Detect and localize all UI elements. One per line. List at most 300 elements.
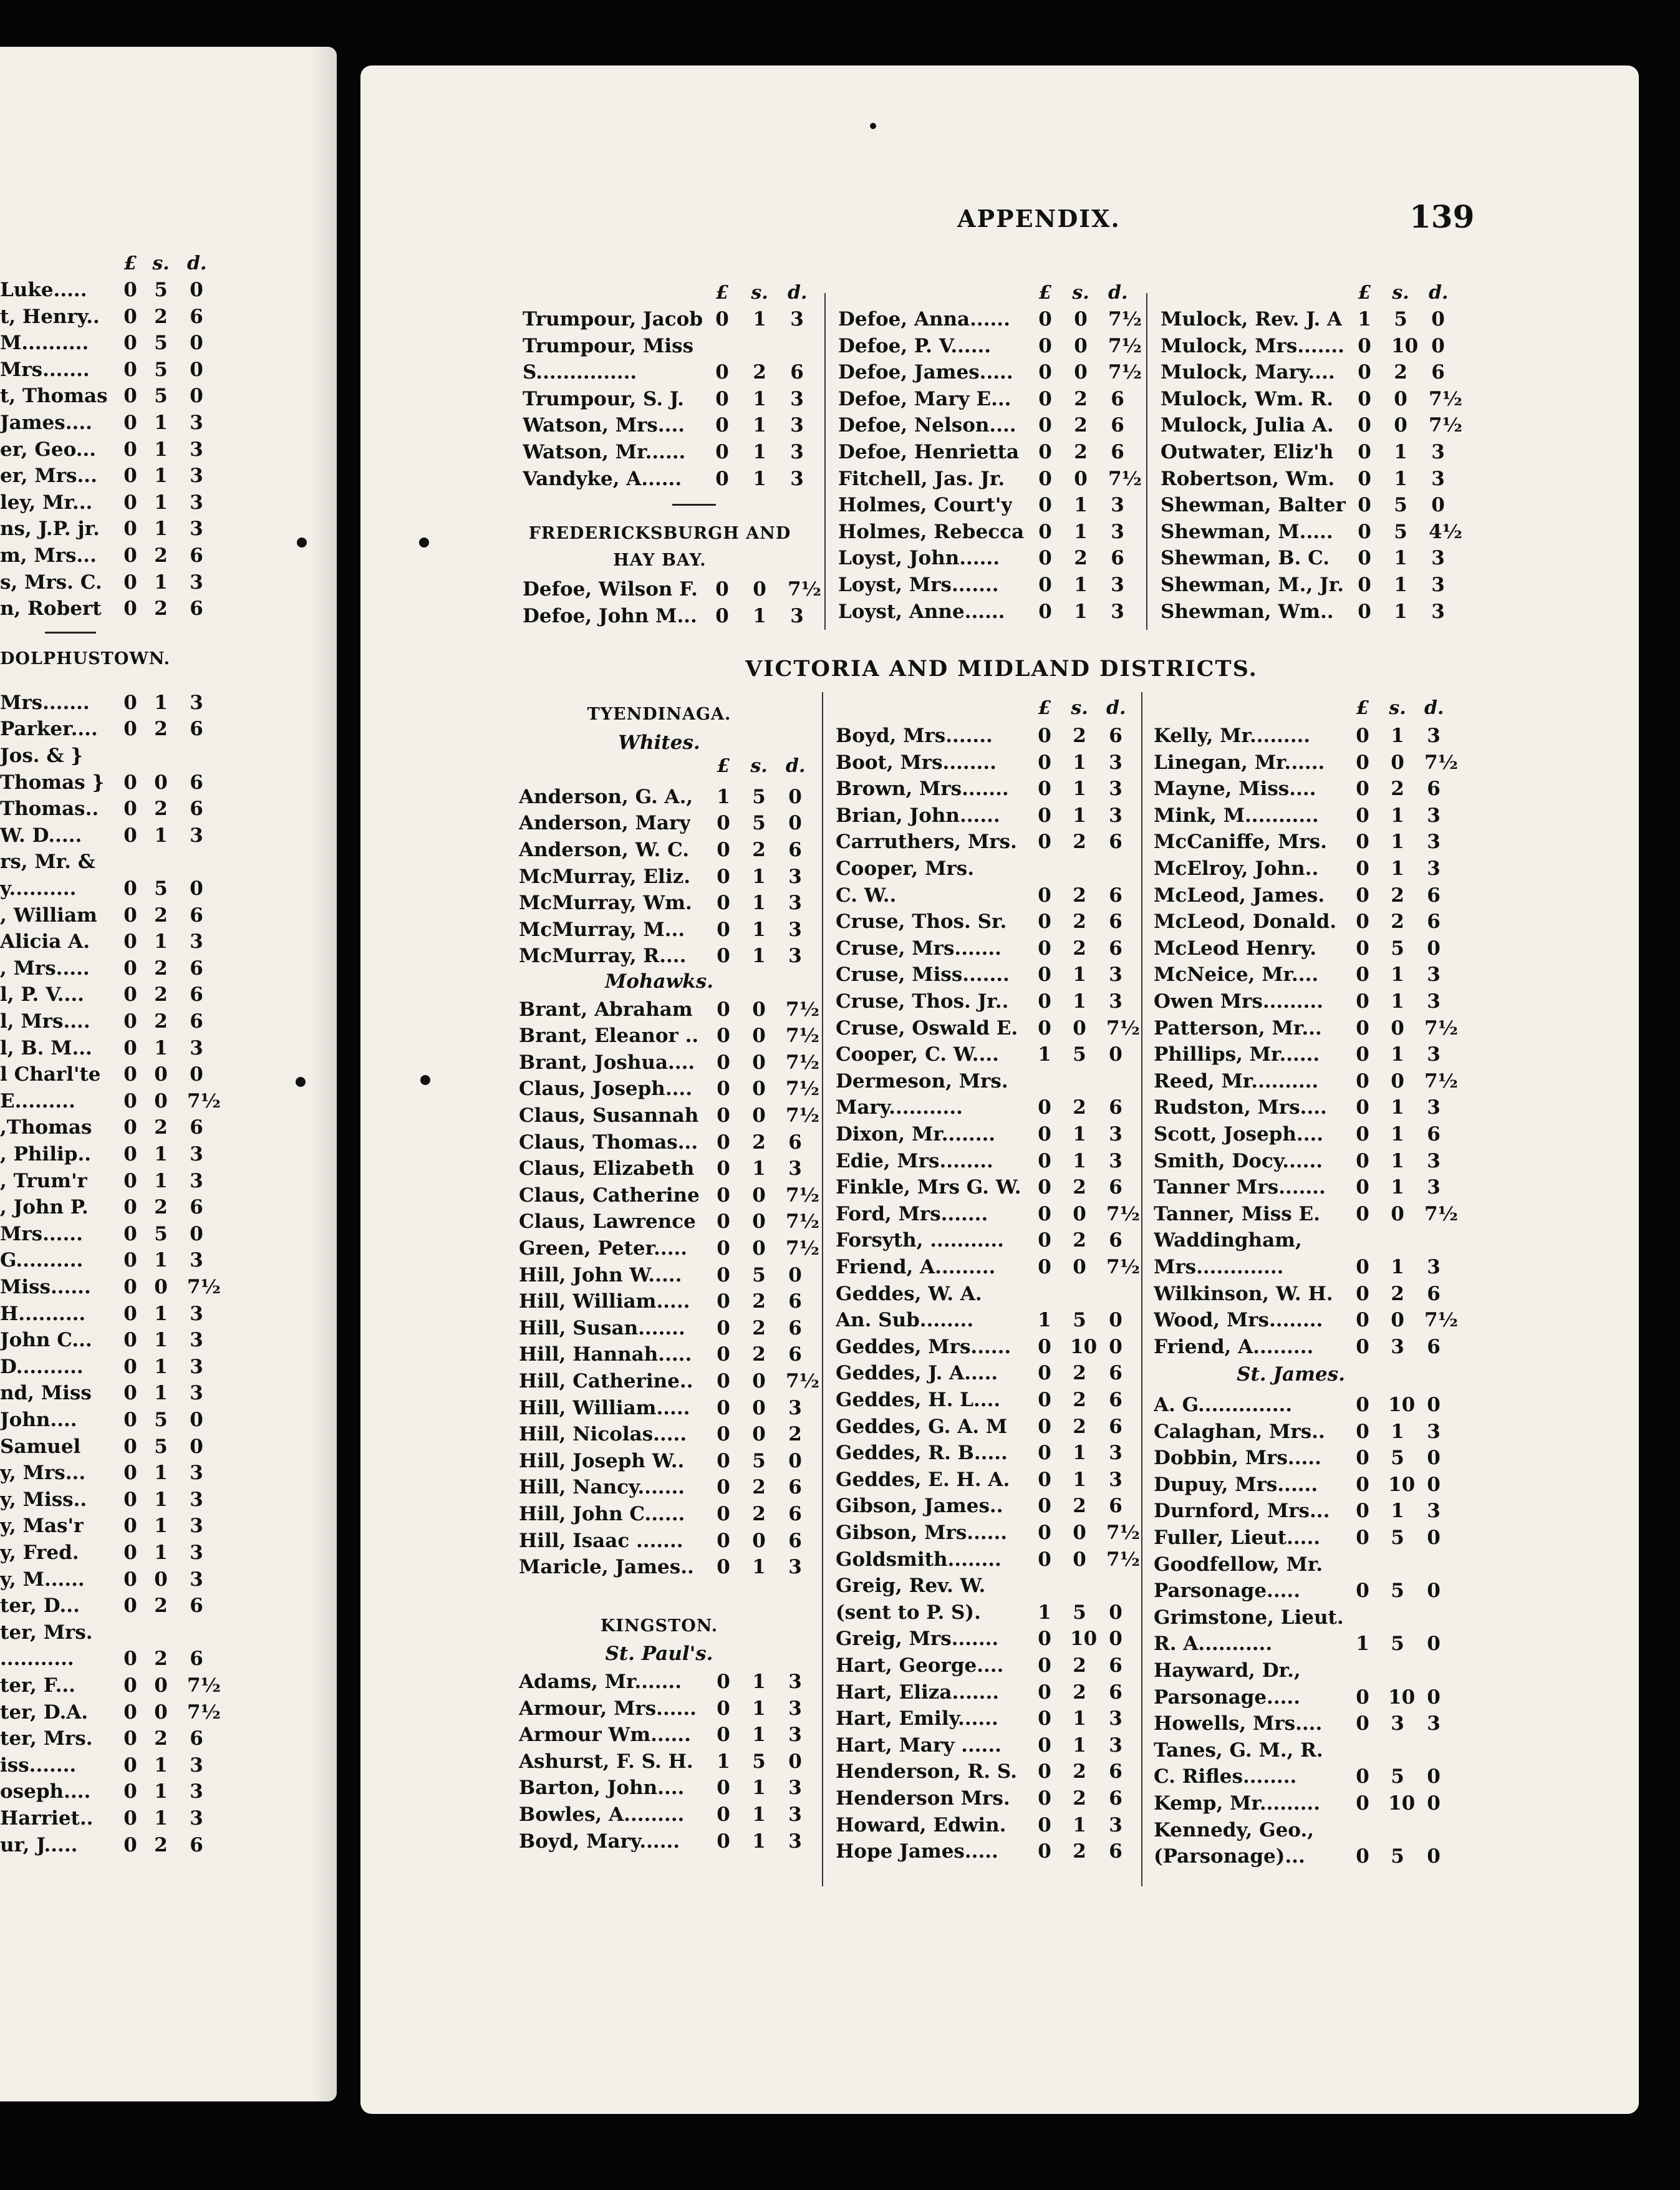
pounds-value: 0: [1038, 414, 1052, 437]
pounds-value: 0: [1356, 1420, 1369, 1443]
entry-name: Howard, Edwin.: [836, 1813, 1007, 1836]
shillings-value: 2: [1073, 1681, 1086, 1704]
shillings-header: s.: [152, 253, 170, 274]
entry-name: An. Sub........: [836, 1309, 974, 1332]
pounds-value: 0: [717, 812, 730, 835]
shillings-value: 0: [752, 1210, 766, 1233]
shillings-value: 1: [1074, 574, 1088, 596]
pounds-value: 0: [123, 1727, 137, 1750]
entry-name: C. Rifles........: [1154, 1765, 1297, 1788]
shillings-value: 0: [1074, 361, 1088, 384]
section-subtitle: St. James.: [1237, 1363, 1345, 1386]
section-subtitle: Mohawks.: [604, 970, 714, 993]
pence-value: 3: [190, 1541, 203, 1564]
shillings-value: 1: [752, 1697, 766, 1720]
pounds-value: 0: [1356, 725, 1369, 747]
pounds-value: 0: [1356, 857, 1369, 880]
pence-value: 0: [1427, 1765, 1441, 1788]
pence-value: 3: [190, 1568, 203, 1591]
pence-value: 3: [1109, 1149, 1122, 1172]
entry-name: Geddes, J. A.....: [836, 1362, 998, 1385]
entry-name: Brant, Joshua....: [519, 1051, 695, 1074]
pence-value: 3: [1427, 1149, 1441, 1172]
entry-name: y, Fred.: [0, 1541, 79, 1564]
entry-name: Cooper, Mrs.: [836, 857, 974, 880]
shillings-value: 2: [752, 1343, 766, 1366]
shillings-value: 1: [154, 518, 168, 541]
pence-value: 0: [190, 1435, 203, 1458]
pence-value: 6: [1111, 414, 1124, 437]
shillings-value: 0: [1391, 751, 1404, 774]
pounds-value: 0: [1356, 1069, 1369, 1093]
shillings-value: 1: [753, 414, 766, 437]
pounds-value: 0: [717, 918, 730, 941]
shillings-value: 1: [154, 438, 168, 461]
shillings-value: 1: [154, 1515, 168, 1538]
pounds-value: 0: [123, 930, 137, 953]
pounds-value: 0: [715, 467, 729, 490]
pounds-value: 0: [1358, 494, 1371, 517]
entry-name: Mrs......: [0, 1222, 83, 1245]
shillings-value: 5: [154, 358, 168, 381]
shillings-header: s.: [750, 755, 768, 778]
shillings-value: 2: [1073, 725, 1086, 747]
shillings-value: 5: [1391, 1633, 1404, 1656]
shillings-value: 10: [1070, 1335, 1098, 1358]
pounds-value: 0: [717, 1131, 730, 1154]
shillings-value: 2: [1074, 547, 1088, 570]
entry-name: Claus, Thomas...: [519, 1131, 698, 1154]
shillings-value: 5: [752, 1263, 766, 1286]
shillings-value: 2: [154, 1116, 168, 1139]
shillings-value: 2: [1073, 937, 1086, 960]
entry-name: Dupuy, Mrs......: [1154, 1473, 1318, 1496]
pounds-value: 0: [123, 957, 137, 980]
entry-name: m, Mrs...: [0, 544, 97, 567]
pence-value: 6: [1109, 1415, 1122, 1438]
entry-name: Gibson, James..: [836, 1495, 1003, 1518]
pence-value: 7½: [1108, 308, 1142, 330]
pounds-value: 0: [123, 983, 137, 1006]
pounds-value: 1: [1356, 1633, 1369, 1656]
pounds-value: 0: [717, 1724, 730, 1747]
entry-name: Mulock, Mrs.......: [1161, 334, 1344, 357]
entry-name: , William: [0, 904, 97, 927]
pence-value: 3: [1427, 1043, 1441, 1066]
shillings-value: 1: [1074, 600, 1088, 623]
pounds-value: 0: [717, 1263, 730, 1286]
shillings-value: 2: [154, 1647, 168, 1671]
pounds-value: 0: [1038, 1495, 1051, 1518]
shillings-value: 2: [1073, 1654, 1086, 1677]
pence-value: 7½: [786, 998, 819, 1021]
entry-name: Harriet..: [0, 1807, 94, 1830]
entry-name: Anderson, W. C.: [519, 839, 690, 861]
pence-value: 0: [1427, 1580, 1441, 1603]
shillings-value: 1: [154, 1036, 168, 1059]
pounds-value: 0: [1038, 831, 1051, 854]
shillings-value: 1: [154, 465, 168, 488]
pounds-value: 0: [1038, 574, 1052, 596]
shillings-value: 5: [154, 1435, 168, 1458]
pence-value: 3: [190, 1169, 203, 1192]
entry-name: nd, Miss: [0, 1382, 92, 1405]
pounds-value: 0: [123, 1700, 137, 1724]
pence-value: 3: [1111, 520, 1124, 543]
shillings-value: 1: [1391, 1420, 1404, 1443]
pence-value: 6: [190, 1010, 203, 1033]
shillings-value: 1: [154, 1249, 168, 1272]
pence-value: 3: [1427, 831, 1441, 854]
pence-value: 3: [788, 1697, 802, 1720]
pence-value: 3: [788, 1556, 802, 1579]
pounds-value: 0: [1358, 600, 1371, 623]
pounds-value: 0: [123, 332, 137, 355]
pence-value: 6: [190, 1196, 203, 1219]
entry-name: Watson, Mr......: [523, 441, 686, 463]
pounds-value: 0: [1038, 1813, 1051, 1836]
entry-name: Smith, Docy......: [1154, 1149, 1323, 1172]
shillings-value: 2: [1073, 884, 1086, 907]
entry-name: Jos. & }: [0, 745, 84, 767]
pence-value: 7½: [1106, 1016, 1140, 1040]
pounds-value: 0: [123, 1833, 137, 1856]
pence-value: 7½: [786, 1184, 819, 1207]
shillings-value: 1: [154, 1329, 168, 1352]
entry-name: y, Mrs...: [0, 1462, 86, 1485]
pence-value: 7½: [1429, 387, 1462, 410]
shillings-value: 0: [752, 1423, 766, 1446]
entry-name: Barton, John....: [519, 1777, 685, 1800]
shillings-value: 1: [1391, 1123, 1404, 1146]
entry-name: R. A...........: [1154, 1633, 1273, 1656]
pounds-value: 0: [1038, 1840, 1051, 1863]
pounds-value: 0: [1038, 387, 1052, 410]
shillings-value: 2: [1073, 1096, 1086, 1119]
pounds-value: 0: [123, 1594, 137, 1618]
entry-name: A. G..............: [1154, 1394, 1293, 1416]
entry-name: John....: [0, 1409, 77, 1431]
shillings-value: 1: [752, 1803, 766, 1826]
shillings-value: 5: [1391, 1580, 1404, 1603]
shillings-value: 1: [154, 1541, 168, 1564]
pounds-value: 0: [717, 1803, 730, 1826]
pence-value: 3: [788, 892, 802, 915]
page-header-title: APPENDIX.: [957, 205, 1121, 233]
shillings-value: 0: [154, 1674, 168, 1697]
pounds-value: 0: [717, 1343, 730, 1366]
pounds-value: 0: [1356, 1500, 1369, 1523]
shillings-value: 1: [1073, 1149, 1086, 1172]
pence-value: 6: [1109, 831, 1122, 854]
entry-name: Loyst, Anne......: [838, 600, 1005, 623]
pounds-value: 0: [717, 1290, 730, 1313]
shillings-value: 1: [154, 1807, 168, 1830]
shillings-value: 2: [154, 544, 168, 567]
pence-value: 6: [190, 1727, 203, 1750]
pence-value: 6: [1109, 1787, 1122, 1810]
pence-value: 3: [1111, 494, 1124, 517]
pence-value: 0: [788, 1750, 802, 1773]
shillings-value: 2: [752, 1131, 766, 1154]
page-binding-shadow: [312, 47, 337, 2101]
entry-name: Hart, Eliza.......: [836, 1681, 1000, 1704]
shillings-value: 1: [1391, 1176, 1404, 1199]
shillings-value: 2: [154, 1010, 168, 1033]
entry-name: Goldsmith........: [836, 1548, 1002, 1571]
section-title: KINGSTON.: [600, 1616, 718, 1636]
pounds-value: 0: [1038, 1389, 1051, 1411]
pounds-value: 0: [123, 824, 137, 847]
pence-value: 0: [1109, 1601, 1122, 1624]
pence-value: 3: [190, 1780, 203, 1803]
entry-name: Hill, John C......: [519, 1503, 685, 1525]
pounds-value: 0: [1358, 547, 1371, 570]
pence-value: 3: [190, 1462, 203, 1485]
pence-value: 0: [1431, 308, 1445, 330]
shillings-value: 3: [1391, 1335, 1404, 1358]
entry-name: Shewman, B. C.: [1161, 547, 1330, 570]
pence-value: 7½: [1108, 467, 1142, 490]
entry-name: Goodfellow, Mr.: [1154, 1553, 1323, 1576]
pence-value: 0: [1431, 494, 1445, 517]
pence-value: 6: [190, 544, 203, 567]
pence-value: 6: [1109, 1840, 1122, 1863]
entry-name: Kennedy, Geo.,: [1154, 1818, 1315, 1841]
entry-name: Hart, Mary ......: [836, 1734, 1002, 1757]
pounds-value: 0: [1038, 1096, 1051, 1119]
shillings-value: 0: [752, 1529, 766, 1552]
entry-name: t, Henry..: [0, 305, 100, 328]
pence-value: 6: [1109, 725, 1122, 747]
pence-value: 7½: [1106, 1256, 1140, 1278]
entry-name: Parsonage.....: [1154, 1580, 1301, 1603]
pence-value: 6: [1109, 910, 1122, 933]
pounds-value: 0: [1356, 1282, 1369, 1305]
entry-name: Shewman, Wm..: [1161, 600, 1334, 623]
pounds-value: 0: [1038, 751, 1051, 774]
pounds-value: 0: [1038, 1202, 1051, 1225]
entry-name: McLeod, James.: [1154, 884, 1325, 907]
entry-name: ter, D...: [0, 1594, 80, 1618]
pounds-value: 0: [123, 1036, 137, 1059]
pounds-value: 0: [717, 1449, 730, 1472]
shillings-header: s.: [1392, 282, 1409, 304]
entry-name: l, B. M...: [0, 1036, 92, 1059]
shillings-value: 0: [154, 1089, 168, 1112]
entry-name: McMurray, Wm.: [519, 892, 692, 915]
pounds-value: 0: [1038, 1362, 1051, 1385]
shillings-value: 0: [752, 1104, 766, 1127]
shillings-value: 1: [752, 1157, 766, 1180]
entry-name: Samuel: [0, 1435, 81, 1458]
pounds-value: 0: [1356, 1123, 1369, 1146]
pence-value: 0: [190, 1409, 203, 1431]
shillings-value: 1: [154, 691, 168, 714]
entry-name: Hill, Susan.......: [519, 1316, 685, 1339]
shillings-value: 0: [1394, 414, 1407, 437]
pounds-value: 0: [1038, 1628, 1051, 1651]
pence-value: 3: [788, 1396, 802, 1419]
entry-name: ter, Mrs.: [0, 1727, 93, 1750]
pence-value: 7½: [786, 1370, 819, 1392]
shillings-value: 5: [752, 785, 766, 808]
entry-name: Ford, Mrs.......: [836, 1202, 988, 1225]
pence-value: 3: [1109, 1734, 1122, 1757]
entry-name: Mary...........: [836, 1096, 963, 1119]
shillings-value: 5: [1073, 1601, 1086, 1624]
pence-value: 3: [1431, 547, 1445, 570]
pounds-value: 0: [1356, 884, 1369, 907]
pounds-value: 0: [123, 1780, 137, 1803]
pounds-value: 0: [1356, 1527, 1369, 1549]
shillings-value: 5: [1391, 1447, 1404, 1470]
pounds-value: 0: [717, 1237, 730, 1260]
entry-name: Linegan, Mr......: [1154, 751, 1325, 774]
pounds-value: 0: [1358, 520, 1371, 543]
pounds-header: £: [717, 755, 730, 778]
shillings-value: 1: [752, 1830, 766, 1853]
shillings-value: 1: [1073, 1707, 1086, 1730]
pence-value: 7½: [187, 1674, 221, 1697]
pence-value: 3: [1427, 963, 1441, 986]
pounds-value: 0: [717, 1529, 730, 1552]
entry-name: D..........: [0, 1355, 84, 1378]
pence-header: d.: [187, 253, 207, 274]
pence-value: 6: [1109, 1389, 1122, 1411]
pence-value: 0: [1427, 1394, 1441, 1416]
pence-value: 3: [190, 1329, 203, 1352]
entry-name: Calaghan, Mrs..: [1154, 1420, 1325, 1443]
pence-value: 3: [1109, 1813, 1122, 1836]
pounds-value: 0: [715, 441, 729, 463]
entry-name: Defoe, Henrietta: [838, 441, 1020, 463]
pence-value: 6: [1427, 884, 1441, 907]
shillings-value: 10: [1391, 334, 1419, 357]
entry-name: Hill, William.....: [519, 1290, 690, 1313]
pounds-value: 0: [717, 1476, 730, 1499]
shillings-value: 1: [1073, 1468, 1086, 1491]
entry-name: rs, Mr. &: [0, 851, 95, 874]
entry-name: ,Thomas: [0, 1116, 92, 1139]
pounds-value: 0: [1038, 725, 1051, 747]
entry-name: Trumpour, Miss: [523, 334, 694, 357]
pence-value: 3: [190, 1382, 203, 1405]
pence-value: 0: [1427, 1527, 1441, 1549]
pounds-value: 0: [1038, 1548, 1051, 1571]
entry-name: G..........: [0, 1249, 84, 1272]
pence-value: 3: [1427, 1712, 1441, 1735]
pounds-value: 1: [717, 785, 730, 808]
entry-name: Hill, Nancy.......: [519, 1476, 685, 1499]
pence-value: 3: [190, 1036, 203, 1059]
shillings-value: 2: [154, 957, 168, 980]
pence-value: 6: [1427, 910, 1441, 933]
pence-value: 6: [1109, 884, 1122, 907]
entry-name: Mayne, Miss....: [1154, 778, 1316, 801]
shillings-value: 2: [154, 983, 168, 1006]
shillings-value: 1: [154, 491, 168, 514]
pounds-value: 0: [1356, 1043, 1369, 1066]
entry-name: Armour, Mrs......: [519, 1697, 697, 1720]
entry-name: Robertson, Wm.: [1161, 467, 1335, 490]
pence-value: 3: [790, 387, 804, 410]
pence-value: 6: [190, 771, 203, 794]
pence-value: 2: [788, 1423, 802, 1446]
pence-value: 3: [1109, 990, 1122, 1013]
shillings-value: 1: [753, 467, 766, 490]
pence-value: 7½: [1424, 1309, 1458, 1332]
pence-value: 3: [790, 414, 804, 437]
entry-name: Thomas }: [0, 771, 105, 794]
pence-value: 0: [1109, 1309, 1122, 1332]
pounds-value: 0: [123, 1753, 137, 1777]
pence-value: 0: [190, 279, 203, 301]
pounds-value: 0: [1038, 1229, 1051, 1252]
pence-value: 6: [190, 718, 203, 741]
pounds-value: 0: [1358, 361, 1371, 384]
shillings-value: 0: [1391, 1309, 1404, 1332]
left-page: [0, 47, 337, 2101]
pence-value: 0: [1427, 937, 1441, 960]
pence-value: 6: [190, 1647, 203, 1671]
shillings-value: 5: [154, 279, 168, 301]
entry-name: Defoe, P. V......: [838, 334, 992, 357]
pence-value: 0: [1109, 1628, 1122, 1651]
pence-value: 0: [1109, 1335, 1122, 1358]
shillings-value: 2: [154, 798, 168, 821]
pence-value: 6: [190, 904, 203, 927]
shillings-value: 1: [752, 1556, 766, 1579]
pounds-value: 0: [1038, 1016, 1051, 1040]
pence-value: 3: [1431, 600, 1445, 623]
shillings-value: 0: [752, 1078, 766, 1101]
margin-mark: [297, 538, 307, 548]
pounds-value: 0: [123, 691, 137, 714]
pounds-value: 1: [717, 1750, 730, 1773]
pounds-value: 0: [1038, 778, 1051, 801]
shillings-value: 0: [154, 1063, 168, 1086]
pounds-value: 0: [1038, 334, 1052, 357]
shillings-value: 1: [753, 308, 766, 330]
pence-value: 3: [1111, 600, 1124, 623]
pounds-value: 0: [123, 1169, 137, 1192]
pounds-value: 0: [123, 1807, 137, 1830]
pence-value: 3: [190, 1807, 203, 1830]
section-title: HAY BAY.: [613, 550, 707, 570]
shillings-value: 2: [752, 1316, 766, 1339]
entry-name: McLeod Henry.: [1154, 937, 1316, 960]
entry-name: Ashurst, F. S. H.: [519, 1750, 693, 1773]
column-divider: [1141, 692, 1142, 1886]
pence-value: 6: [788, 1476, 802, 1499]
pence-value: 6: [190, 597, 203, 620]
pence-value: 7½: [786, 1237, 819, 1260]
entry-name: y, Mas'r: [0, 1515, 84, 1538]
pounds-value: 0: [717, 1370, 730, 1392]
pounds-value: 0: [1356, 1394, 1369, 1416]
pence-value: 3: [1109, 778, 1122, 801]
shillings-value: 2: [1073, 910, 1086, 933]
shillings-value: 5: [1073, 1309, 1086, 1332]
entry-name: Waddingham,: [1154, 1229, 1302, 1252]
shillings-value: 1: [1391, 857, 1404, 880]
entry-name: Hill, Hannah.....: [519, 1343, 692, 1366]
shillings-value: 1: [752, 1724, 766, 1747]
entry-name: Tanner, Miss E.: [1154, 1202, 1320, 1225]
entry-name: Anderson, G. A.,: [519, 785, 693, 808]
pence-value: 0: [788, 785, 802, 808]
